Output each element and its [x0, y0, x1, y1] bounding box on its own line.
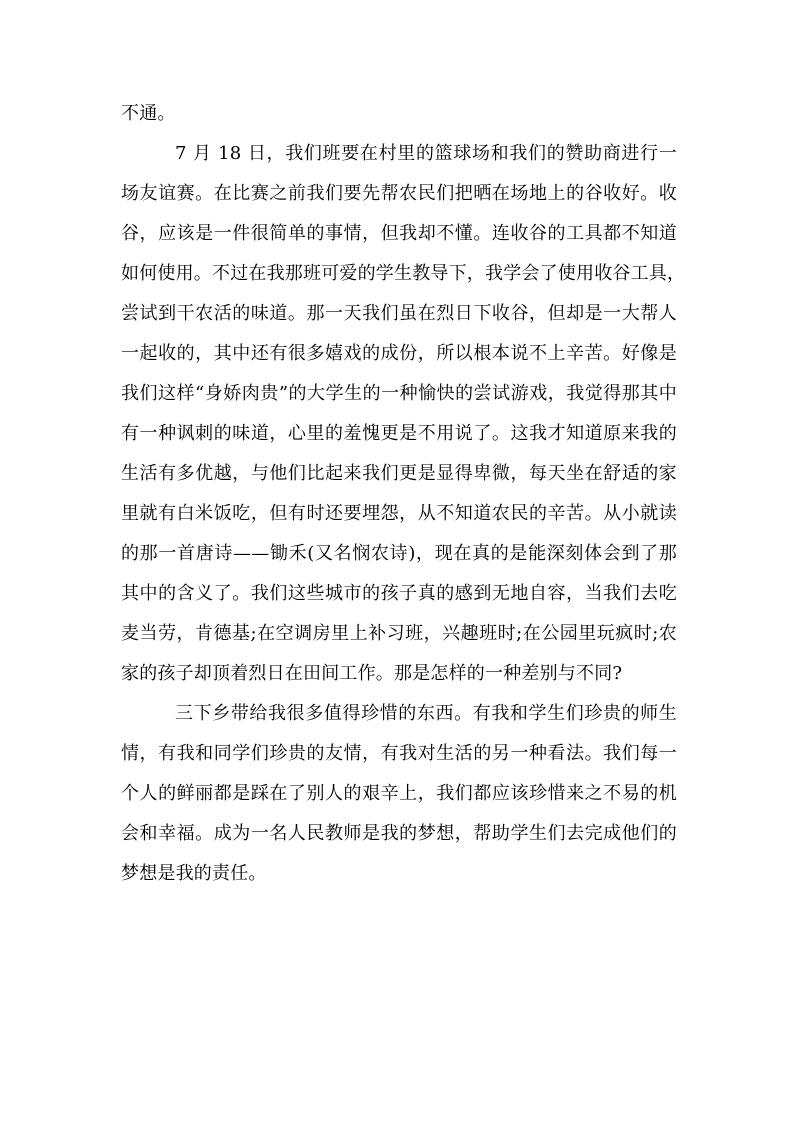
text-line: 其中的含义了。我们这些城市的孩子真的感到无地自容，当我们去吃: [121, 583, 677, 604]
text-line: 个人的鲜丽都是踩在了别人的艰辛上，我们都应该珍惜来之不易的机: [121, 783, 677, 804]
text-line: 谷，应该是一件很简单的事情，但我却不懂。连收谷的工具都不知道: [121, 223, 677, 244]
text-line: 麦当劳，肯德基;在空调房里上补习班，兴趣班时;在公园里玩疯时;农: [121, 623, 677, 644]
text-line: 里就有白米饭吃，但有时还要埋怨，从不知道农民的辛苦。从小就读: [121, 503, 677, 524]
text-line: 情，有我和同学们珍贵的友情，有我对生活的另一种看法。我们每一: [121, 743, 677, 764]
body-text: [121, 94, 686, 894]
text-line: 会和幸福。成为一名人民教师是我的梦想，帮助学生们去完成他们的: [121, 823, 677, 844]
text-line: 尝试到干农活的味道。那一天我们虽在烈日下收谷，但却是一大帮人: [121, 303, 677, 324]
text-line: 家的孩子却顶着烈日在田间工作。那是怎样的一种差别与不同?: [121, 663, 623, 684]
text-line: 场友谊赛。在比赛之前我们要先帮农民们把晒在场地上的谷收好。收: [121, 183, 677, 204]
text-line: 一起收的，其中还有很多嬉戏的成份，所以根本说不上辛苦。好像是: [121, 343, 677, 364]
paragraph-start-line: 三下乡带给我很多值得珍惜的东西。有我和学生们珍贵的师生: [175, 703, 677, 724]
text-line: 不通。: [121, 103, 176, 124]
text-line: 我们这样“身娇肉贵”的大学生的一种愉快的尝试游戏，我觉得那其中: [121, 383, 677, 404]
text-line: 如何使用。不过在我那班可爱的学生教导下，我学会了使用收谷工具，: [121, 263, 686, 284]
text-line: 有一种讽刺的味道，心里的羞愧更是不用说了。这我才知道原来我的: [121, 423, 677, 444]
paragraph-start-line: 7 月 18 日，我们班要在村里的篮球场和我们的赞助商进行一: [175, 143, 677, 164]
text-line: 梦想是我的责任。: [121, 863, 267, 884]
text-line: 的那一首唐诗——锄禾(又名悯农诗)，现在真的是能深刻体会到了那: [121, 543, 677, 564]
text-line: 生活有多优越，与他们比起来我们更是显得卑微，每天坐在舒适的家: [121, 463, 677, 484]
